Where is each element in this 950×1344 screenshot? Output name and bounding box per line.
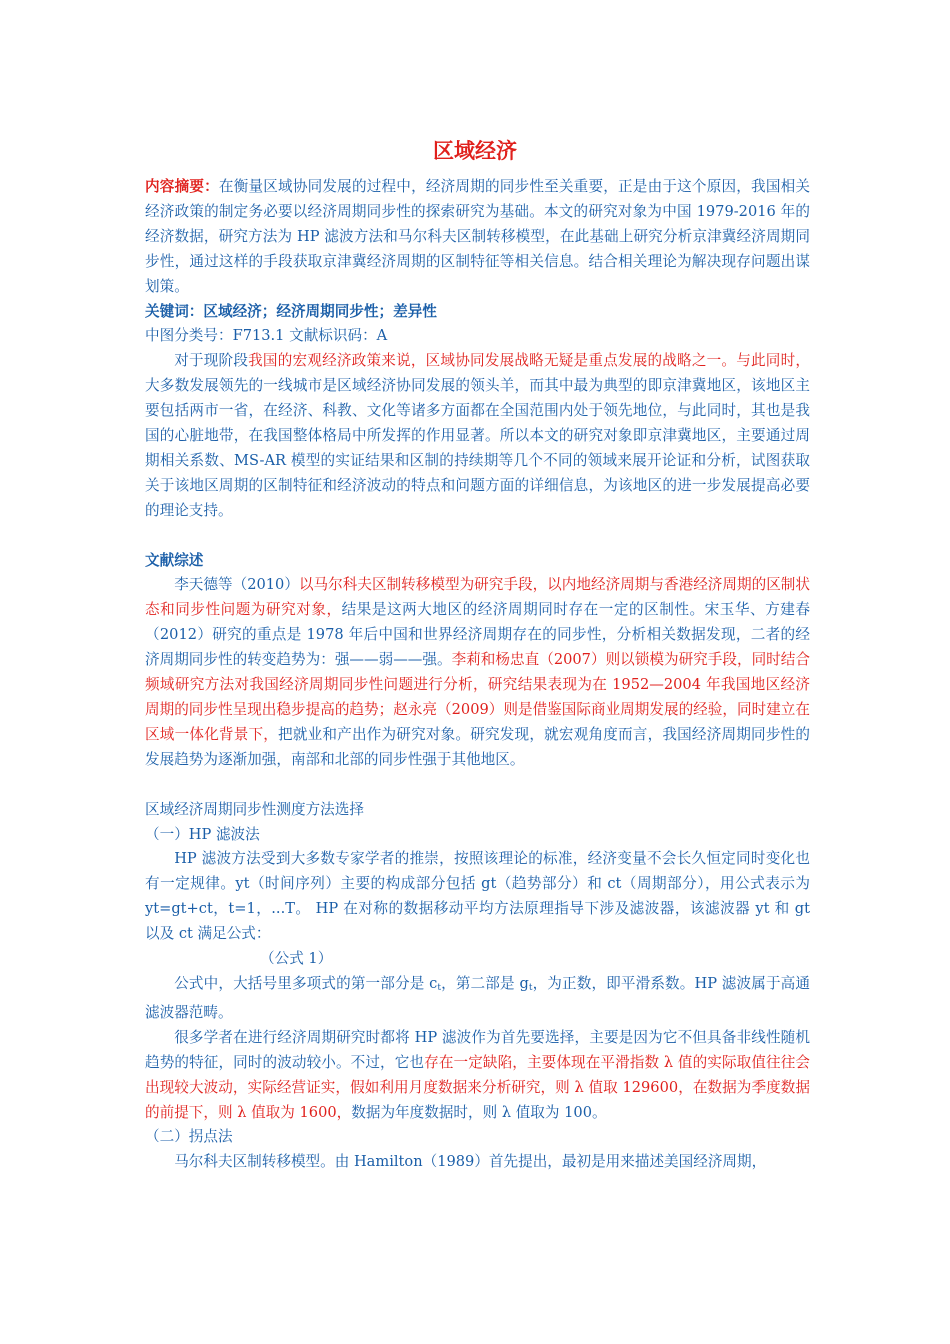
turning-heading: （二）拐点法 (145, 1128, 233, 1146)
intro-part3: 大多数发展领先的一线城市是区域经济协同发展的领头羊，而其中最为典型的即京津冀地区，该地区主要包括两市一省，在经济、科教、文化等诸多方面都在全国范围内处于领先地位，与此同时，其也是我国的心脏地带，在我国整体格局中所发挥的作用显著。所以本文的研究对象即京津冀地区，主要通过周期相关系数、MS-AR 模型的实证结果和区制的持续期等几个不同的领域来展开论证和分析，试图获取关于该地区周期的区制特征和经济波动的特点和问题方面的详细信息，为该地区的进一步发展提高必要的理论支持。 (145, 377, 810, 519)
hp-p3-c: 数据为年度数据时，则 λ 值取为 100。 (351, 1103, 607, 1121)
formula-label: （公式 1） (260, 950, 333, 968)
hp-paragraph-2 (145, 972, 810, 1026)
hp-p2-a: 公式中，大括号里多项式的第一部分是 c (174, 974, 438, 992)
hp-paragraph-1: HP 滤波方法受到大多数专家学者的推崇，按照该理论的标准，经济变量不会长久恒定同时变化也有一定规律。yt（时间序列）主要的构成部分包括 gt（趋势部分）和 ct（周期部分），用公式表示为 yt=gt+ct，t=1，...T。 HP 在对称的数据移动平均方法原理指导下涉及滤波器，该滤波器 yt 和 gt 以及 ct 满足公式： (145, 850, 810, 943)
lit-part5: 把就业和产出作为研究对象。研究发现，就宏观角度而言，我国经济周期同步性的发展趋势为逐渐加强，南部和北部的同步性强于其他地区。 (145, 725, 810, 768)
method-heading: 区域经济周期同步性测度方法选择 (145, 800, 364, 818)
hp-p2-c: ，为正数，即平滑系数。HP 滤波属于高通滤波器范畴。 (145, 974, 810, 1021)
hp-heading: （一）HP 滤波法 (145, 825, 260, 843)
lit-part4: 李莉和杨忠直（2007）则以锁模为研究手段，同时结合频域研究方法对我国经济周期同步性问题进行分析，研究结果表现为在 1952—2004 年我国地区经济周期的同步性呈现出稳步提高的趋势；赵永亮（2009）则是借鉴国际商业周期发展的经验，同时建立在区域一体化背景下， (145, 651, 810, 743)
intro-part1: 对于现阶段 (174, 352, 249, 370)
hp-paragraph-3 (145, 1026, 810, 1126)
page-title: 区域经济 (433, 138, 517, 163)
abstract-text: 在衡量区域协同发展的过程中，经济周期的同步性至关重要，正是由于这个原因，我国相关经济政策的制定务必要以经济周期同步性的探索研究为基础。本文的研究对象为中国 1979-2016 年的经济数据，研究方法为 HP 滤波方法和马尔科夫区制转移模型，在此基础上研究分析京津冀经济周期同步性，通过这样的手段获取京津冀经济周期的区制特征等相关信息。结合相关理论为解决现存问题出谋划策。 (145, 178, 810, 295)
document-body (145, 175, 810, 1175)
hp-p2-sub1: t (437, 982, 441, 993)
abstract (145, 175, 810, 300)
lit-part1: 李天德等（2010） (174, 576, 299, 594)
turning-paragraph: 马尔科夫区制转移模型。由 Hamilton（1989）首先提出，最初是用来描述美国经济周期， (174, 1153, 767, 1171)
hp-p2-sub2: t (528, 982, 533, 993)
keywords: 关键词：区域经济；经济周期同步性；差异性 (145, 302, 437, 320)
lit-paragraph (145, 573, 810, 772)
lit-heading: 文献综述 (145, 551, 204, 569)
hp-p2-b: ，第二部是 g (440, 974, 529, 992)
lit-part3: 结果是这两大地区的经济周期同时存在一定的区制性。宋玉华、方建春（2012）研究的重点是 1978 年后中国和世界经济周期存在的同步性，分析相关数据发现，二者的经济周期同步性的转变趋势为：强——弱——强。 (145, 601, 810, 669)
abstract-label: 内容摘要： (145, 178, 219, 195)
hp-p3-a: 很多学者在进行经济周期研究时都将 HP 滤波作为首先要选择，主要是因为它不但具备非线性随机趋势的特征，同时的波动较小。不过，它也 (145, 1028, 810, 1071)
intro-part2: 我国的宏观经济政策来说，区域协同发展战略无疑是重点发展的战略之一。与此同时， (248, 352, 810, 370)
classification: 中图分类号：F713.1 文献标识码：A (145, 327, 388, 345)
intro-paragraph (145, 349, 810, 523)
lit-part2: 以马尔科夫区制转移模型为研究手段，以内地经济周期与香港经济周期的区制状态和同步性问题为研究对象， (145, 576, 810, 619)
hp-p3-b: 存在一定缺陷，主要体现在平滑指数 λ 值的实际取值往往会出现较大波动，实际经营证实，假如利用月度数据来分析研究，则 λ 值取 129600，在数据为季度数据的前提下，则 λ 值取为 1600， (145, 1053, 810, 1121)
